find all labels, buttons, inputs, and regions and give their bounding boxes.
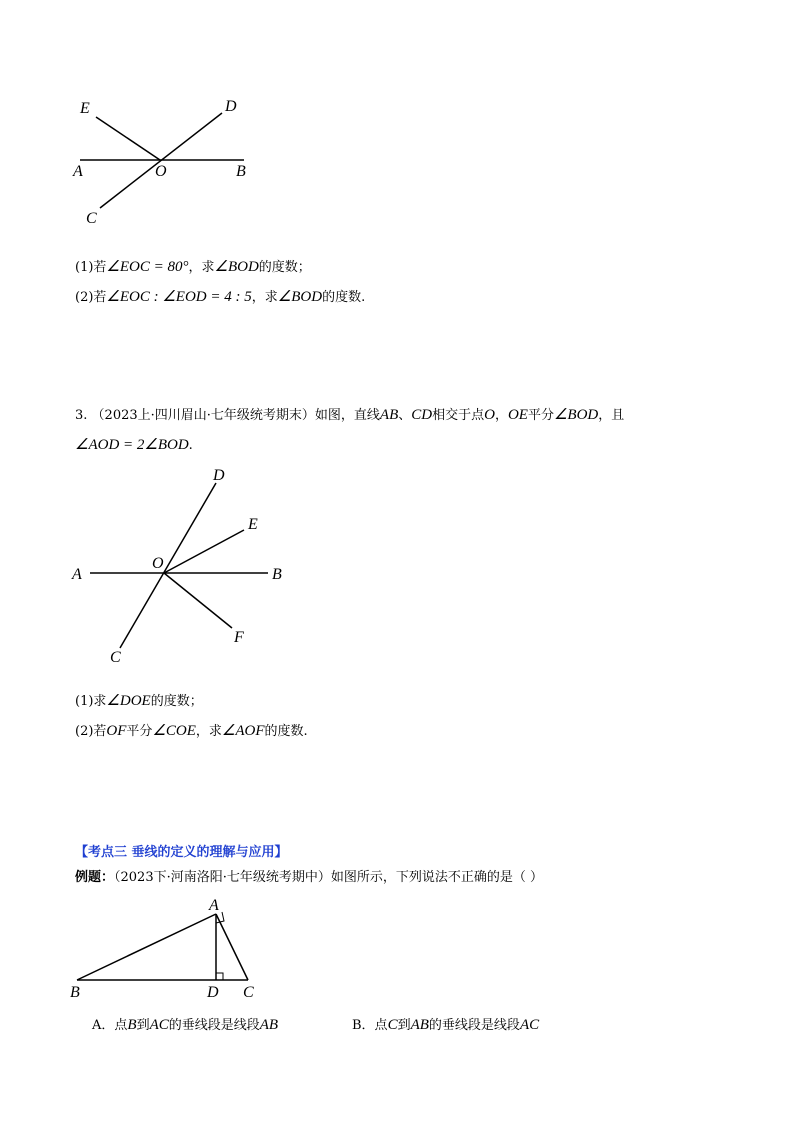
label-D-3: D: [207, 984, 219, 1001]
ray-OF: [164, 573, 232, 628]
label-B: B: [236, 163, 246, 180]
ray-OE: [96, 117, 160, 160]
problem3-statement-line2: ∠AOD = 2∠BOD.: [75, 437, 193, 453]
label-A-3: A: [209, 897, 219, 914]
label-E: E: [80, 100, 90, 117]
label-O-2: O: [152, 555, 164, 572]
problem3-statement-line1: 3. （2023上·四川眉山·七年级统考期末）如图，直线AB、CD相交于点O，OE平分∠BOD，且: [75, 407, 625, 423]
label-A: A: [73, 163, 83, 180]
label-C-2: C: [110, 649, 121, 666]
label-D: D: [225, 98, 237, 115]
problem3-question-1: (1)求∠DOE的度数；: [75, 693, 203, 709]
problem3-question-2: (2)若OF平分∠COE，求∠AOF的度数.: [75, 723, 308, 739]
label-E-2: E: [248, 516, 258, 533]
problem2-question-2: (2)若∠EOC : ∠EOD = 4 : 5，求∠BOD的度数.: [75, 289, 366, 305]
section-heading: 【考点三 垂线的定义的理解与应用】: [75, 845, 288, 860]
problem2-question-1: (1)若∠EOC = 80°，求∠BOD的度数；: [75, 259, 311, 275]
option-b: B．点C到AB的垂线段是线段AC: [352, 1017, 540, 1033]
option-a: A．点B到AC的垂线段是线段AB: [92, 1017, 279, 1033]
figure-2-diagram: [71, 467, 282, 666]
label-F: F: [234, 629, 244, 646]
figure-3-diagram: [70, 897, 254, 1001]
segment-AB: [77, 914, 216, 980]
label-C: C: [86, 210, 97, 227]
segment-AC: [216, 914, 248, 980]
label-B-2: B: [272, 566, 282, 583]
right-angle-mark-D: [216, 973, 223, 980]
line-CD-2: [120, 483, 216, 648]
label-C-3: C: [243, 984, 254, 1001]
example-statement: 例题：（2023下·河南洛阳·七年级统考期中）如图所示，下列说法不正确的是（ ）: [75, 870, 543, 885]
label-O: O: [155, 163, 167, 180]
label-D-2: D: [213, 467, 225, 484]
label-B-3: B: [70, 984, 80, 1001]
label-A-2: A: [72, 566, 82, 583]
